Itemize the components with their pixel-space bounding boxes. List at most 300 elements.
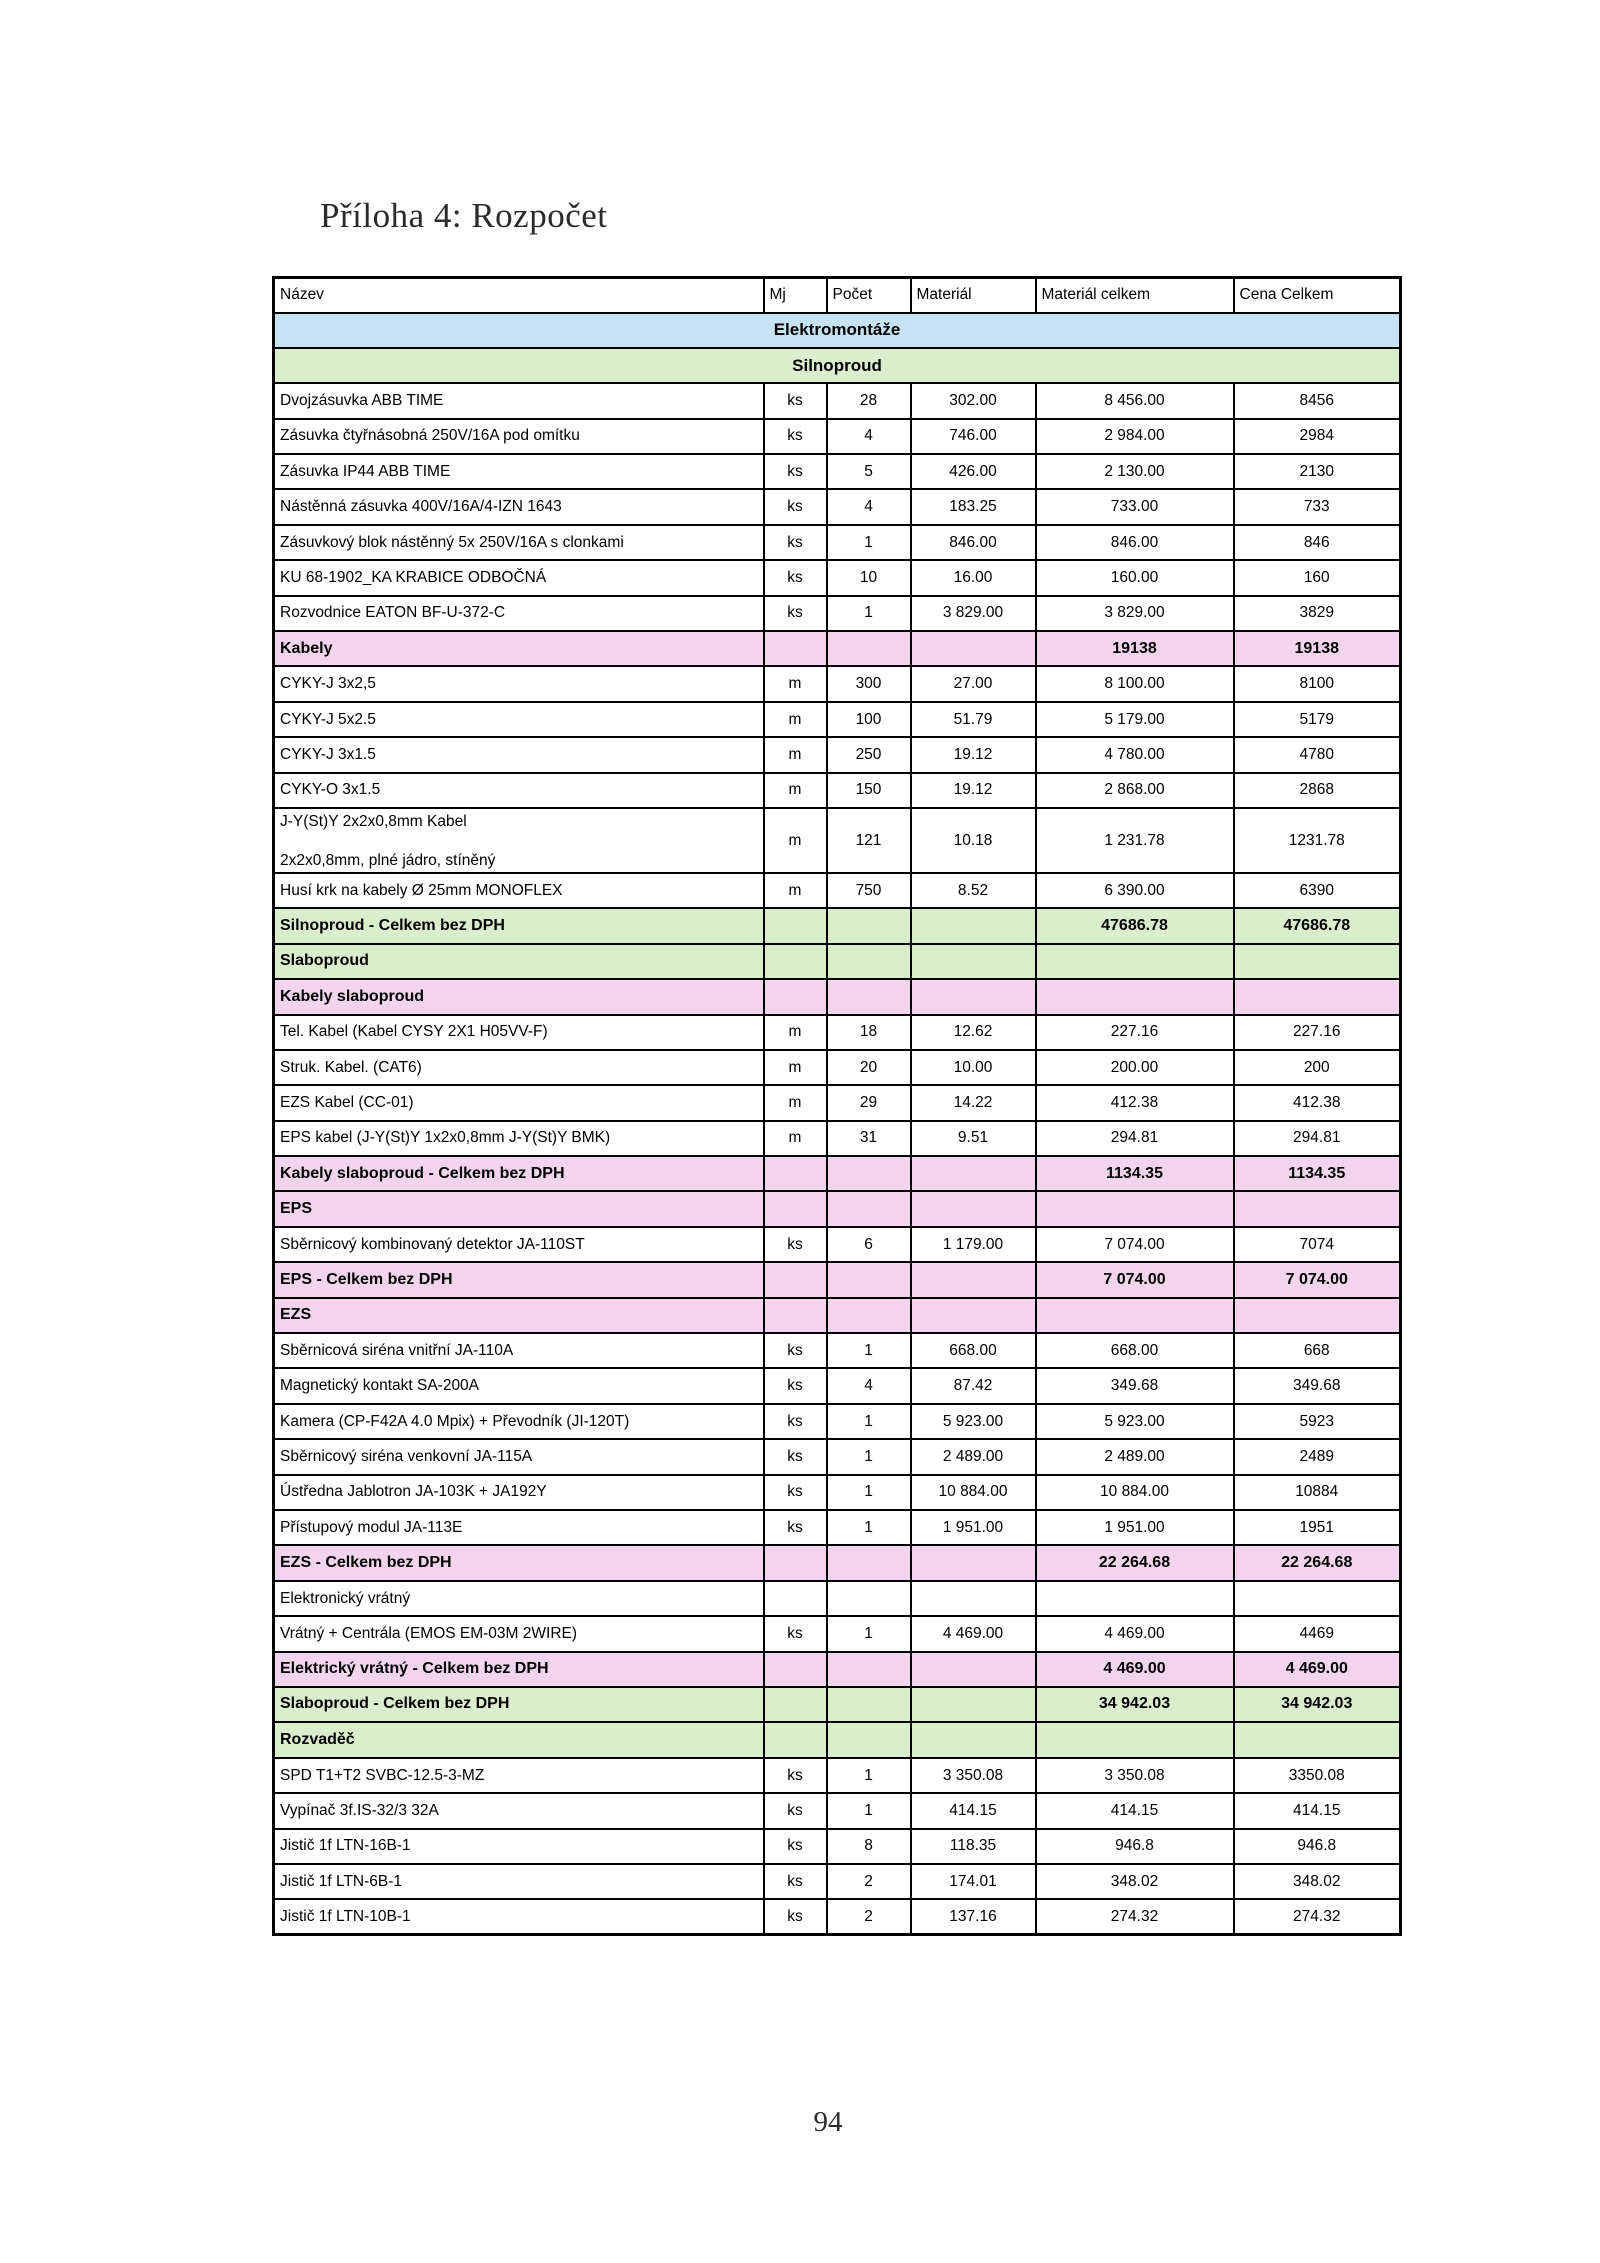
cell-pocet: 2: [827, 1899, 911, 1934]
cell-cena-celkem: [1234, 1581, 1401, 1616]
cell-material: 746.00: [911, 419, 1036, 454]
cell-mj: m: [764, 1085, 827, 1120]
table-row: [274, 489, 1401, 524]
cell-cena-celkem: 19138: [1234, 631, 1401, 666]
section-row: [274, 1545, 1401, 1580]
cell-material-celkem: 2 984.00: [1036, 419, 1234, 454]
cell-material: [911, 1262, 1036, 1297]
cell-mj: ks: [764, 560, 827, 595]
cell-mj: ks: [764, 525, 827, 560]
cell-mj: [764, 944, 827, 979]
cell-material-celkem: [1036, 944, 1234, 979]
table-row: [274, 808, 1401, 873]
cell-nazev: Ústředna Jablotron JA-103K + JA192Y: [274, 1475, 764, 1510]
cell-cena-celkem: 4780: [1234, 737, 1401, 772]
cell-material: [911, 1722, 1036, 1757]
cell-material: 5 923.00: [911, 1404, 1036, 1439]
cell-mj: ks: [764, 419, 827, 454]
table-row: [274, 773, 1401, 808]
cell-pocet: 1: [827, 1404, 911, 1439]
cell-material: 12.62: [911, 1015, 1036, 1050]
cell-cena-celkem: 3829: [1234, 596, 1401, 631]
cell-cena-celkem: 4 469.00: [1234, 1652, 1401, 1687]
table-row: [274, 1616, 1401, 1651]
cell-cena-celkem: 733: [1234, 489, 1401, 524]
cell-cena-celkem: 2489: [1234, 1439, 1401, 1474]
cell-nazev: Jistič 1f LTN-10B-1: [274, 1899, 764, 1934]
cell-material-celkem: [1036, 1191, 1234, 1226]
cell-cena-celkem: [1234, 944, 1401, 979]
cell-mj: m: [764, 1015, 827, 1050]
table-row: [274, 383, 1401, 418]
cell-nazev: Vrátný + Centrála (EMOS EM-03M 2WIRE): [274, 1616, 764, 1651]
cell-pocet: 4: [827, 489, 911, 524]
table-row: [274, 702, 1401, 737]
cell-mj: ks: [764, 383, 827, 418]
cell-cena-celkem: 227.16: [1234, 1015, 1401, 1050]
cell-nazev: Zásuvka čtyřnásobná 250V/16A pod omítku: [274, 419, 764, 454]
cell-nazev: Rozvaděč: [274, 1722, 764, 1757]
table-row: [274, 1085, 1401, 1120]
cell-pocet: [827, 1687, 911, 1722]
column-header-nazev: Název: [274, 278, 764, 313]
cell-mj: ks: [764, 1368, 827, 1403]
table-row: [274, 1758, 1401, 1793]
cell-pocet: [827, 1545, 911, 1580]
cell-nazev: Kabely slaboproud - Celkem bez DPH: [274, 1156, 764, 1191]
cell-cena-celkem: [1234, 1298, 1401, 1333]
cell-mj: ks: [764, 596, 827, 631]
cell-pocet: 28: [827, 383, 911, 418]
cell-pocet: [827, 1722, 911, 1757]
cell-nazev: Elektrický vrátný - Celkem bez DPH: [274, 1652, 764, 1687]
cell-material: 668.00: [911, 1333, 1036, 1368]
cell-nazev: EPS: [274, 1191, 764, 1226]
table-row: [274, 1510, 1401, 1545]
cell-material-celkem: 3 829.00: [1036, 596, 1234, 631]
cell-mj: m: [764, 808, 827, 873]
cell-mj: m: [764, 1121, 827, 1156]
column-header-cena-celkem: Cena Celkem: [1234, 278, 1401, 313]
section-banner-label: Elektromontáže: [274, 313, 1401, 348]
cell-nazev: Tel. Kabel (Kabel CYSY 2X1 H05VV-F): [274, 1015, 764, 1050]
page-title: Příloha 4: Rozpočet: [320, 196, 608, 235]
cell-cena-celkem: 294.81: [1234, 1121, 1401, 1156]
cell-mj: [764, 1298, 827, 1333]
cell-mj: m: [764, 702, 827, 737]
cell-pocet: 121: [827, 808, 911, 873]
section-row: [274, 1687, 1401, 1722]
cell-cena-celkem: 8456: [1234, 383, 1401, 418]
cell-pocet: 750: [827, 873, 911, 908]
cell-mj: ks: [764, 489, 827, 524]
cell-material-celkem: 5 923.00: [1036, 1404, 1234, 1439]
cell-cena-celkem: 2130: [1234, 454, 1401, 489]
cell-material: 302.00: [911, 383, 1036, 418]
cell-material: [911, 1298, 1036, 1333]
cell-pocet: 1: [827, 1333, 911, 1368]
cell-nazev: CYKY-O 3x1.5: [274, 773, 764, 808]
cell-material-celkem: 8 100.00: [1036, 666, 1234, 701]
cell-material-celkem: 6 390.00: [1036, 873, 1234, 908]
section-banner-row: [274, 348, 1401, 383]
cell-nazev: Slaboproud: [274, 944, 764, 979]
table-row: [274, 1050, 1401, 1085]
cell-cena-celkem: 34 942.03: [1234, 1687, 1401, 1722]
cell-pocet: 150: [827, 773, 911, 808]
cell-material: 14.22: [911, 1085, 1036, 1120]
cell-mj: ks: [764, 1616, 827, 1651]
cell-mj: [764, 1581, 827, 1616]
cell-pocet: 250: [827, 737, 911, 772]
cell-cena-celkem: 22 264.68: [1234, 1545, 1401, 1580]
cell-cena-celkem: 10884: [1234, 1475, 1401, 1510]
cell-mj: [764, 1545, 827, 1580]
cell-mj: ks: [764, 1227, 827, 1262]
cell-pocet: 4: [827, 419, 911, 454]
cell-nazev: Dvojzásuvka ABB TIME: [274, 383, 764, 418]
cell-material-celkem: 668.00: [1036, 1333, 1234, 1368]
cell-cena-celkem: 349.68: [1234, 1368, 1401, 1403]
cell-cena-celkem: 6390: [1234, 873, 1401, 908]
cell-nazev: Elektronický vrátný: [274, 1581, 764, 1616]
section-row: [274, 944, 1401, 979]
cell-cena-celkem: 348.02: [1234, 1864, 1401, 1899]
column-header-material-celkem: Materiál celkem: [1036, 278, 1234, 313]
table-row: [274, 1333, 1401, 1368]
cell-material: 87.42: [911, 1368, 1036, 1403]
cell-mj: ks: [764, 1899, 827, 1934]
cell-material: 3 829.00: [911, 596, 1036, 631]
section-banner-row: [274, 313, 1401, 348]
cell-material-celkem: 2 868.00: [1036, 773, 1234, 808]
cell-nazev: Přístupový modul JA-113E: [274, 1510, 764, 1545]
cell-cena-celkem: 7074: [1234, 1227, 1401, 1262]
cell-material: 414.15: [911, 1793, 1036, 1828]
cell-cena-celkem: 2868: [1234, 773, 1401, 808]
cell-mj: [764, 1722, 827, 1757]
cell-material-celkem: 4 469.00: [1036, 1652, 1234, 1687]
table-header-row: [274, 278, 1401, 313]
cell-nazev: EZS: [274, 1298, 764, 1333]
section-row: [274, 1262, 1401, 1297]
cell-nazev: CYKY-J 3x1.5: [274, 737, 764, 772]
cell-pocet: [827, 979, 911, 1014]
cell-nazev: Sběrnicový kombinovaný detektor JA-110ST: [274, 1227, 764, 1262]
cell-material-celkem: 7 074.00: [1036, 1227, 1234, 1262]
cell-nazev: Zásuvka IP44 ABB TIME: [274, 454, 764, 489]
cell-material: 10.00: [911, 1050, 1036, 1085]
cell-mj: [764, 1652, 827, 1687]
cell-nazev: EPS - Celkem bez DPH: [274, 1262, 764, 1297]
cell-mj: ks: [764, 1333, 827, 1368]
cell-material: [911, 1545, 1036, 1580]
cell-nazev: Rozvodnice EATON BF-U-372-C: [274, 596, 764, 631]
cell-pocet: [827, 1298, 911, 1333]
section-row: [274, 1156, 1401, 1191]
cell-material-celkem: 733.00: [1036, 489, 1234, 524]
cell-cena-celkem: 8100: [1234, 666, 1401, 701]
cell-material-celkem: 200.00: [1036, 1050, 1234, 1085]
table-row: [274, 525, 1401, 560]
cell-pocet: 2: [827, 1864, 911, 1899]
cell-material: 19.12: [911, 773, 1036, 808]
cell-nazev: Nástěnná zásuvka 400V/16A/4-IZN 1643: [274, 489, 764, 524]
cell-cena-celkem: [1234, 1191, 1401, 1226]
cell-cena-celkem: 2984: [1234, 419, 1401, 454]
cell-material-celkem: 34 942.03: [1036, 1687, 1234, 1722]
cell-material: 10.18: [911, 808, 1036, 873]
cell-material-celkem: 10 884.00: [1036, 1475, 1234, 1510]
cell-nazev: CYKY-J 3x2,5: [274, 666, 764, 701]
cell-pocet: 1: [827, 1510, 911, 1545]
section-row: [274, 1652, 1401, 1687]
cell-pocet: [827, 1156, 911, 1191]
cell-material: 1 951.00: [911, 1510, 1036, 1545]
cell-material: 1 179.00: [911, 1227, 1036, 1262]
cell-material: 16.00: [911, 560, 1036, 595]
cell-pocet: 29: [827, 1085, 911, 1120]
column-header-pocet: Počet: [827, 278, 911, 313]
cell-pocet: 8: [827, 1829, 911, 1864]
cell-nazev: KU 68-1902_KA KRABICE ODBOČNÁ: [274, 560, 764, 595]
cell-material-celkem: [1036, 979, 1234, 1014]
cell-material-celkem: 19138: [1036, 631, 1234, 666]
cell-nazev: [274, 808, 764, 873]
cell-material: 2 489.00: [911, 1439, 1036, 1474]
cell-cena-celkem: 412.38: [1234, 1085, 1401, 1120]
section-row: [274, 979, 1401, 1014]
table-row: [274, 1864, 1401, 1899]
cell-cena-celkem: 1134.35: [1234, 1156, 1401, 1191]
cell-material-celkem: 5 179.00: [1036, 702, 1234, 737]
cell-mj: m: [764, 1050, 827, 1085]
cell-material-celkem: 1 951.00: [1036, 1510, 1234, 1545]
cell-material-celkem: 274.32: [1036, 1899, 1234, 1934]
cell-material: [911, 908, 1036, 943]
cell-material-celkem: 160.00: [1036, 560, 1234, 595]
cell-material: [911, 1687, 1036, 1722]
cell-material: [911, 1581, 1036, 1616]
cell-nazev: Kamera (CP-F42A 4.0 Mpix) + Převodník (JI-120T): [274, 1404, 764, 1439]
table-row: [274, 1227, 1401, 1262]
cell-nazev: EPS kabel (J-Y(St)Y 1x2x0,8mm J-Y(St)Y BMK): [274, 1121, 764, 1156]
cell-material-celkem: [1036, 1298, 1234, 1333]
cell-material-celkem: 4 469.00: [1036, 1616, 1234, 1651]
cell-pocet: 4: [827, 1368, 911, 1403]
cell-material: 846.00: [911, 525, 1036, 560]
page-number: 94: [813, 2106, 843, 2138]
cell-material-celkem: 47686.78: [1036, 908, 1234, 943]
cell-cena-celkem: 1231.78: [1234, 808, 1401, 873]
cell-material-celkem: 8 456.00: [1036, 383, 1234, 418]
cell-material: 9.51: [911, 1121, 1036, 1156]
cell-mj: ks: [764, 454, 827, 489]
cell-mj: [764, 1156, 827, 1191]
section-row: [274, 1722, 1401, 1757]
cell-cena-celkem: 5923: [1234, 1404, 1401, 1439]
table-row: [274, 596, 1401, 631]
cell-mj: m: [764, 666, 827, 701]
cell-pocet: 300: [827, 666, 911, 701]
cell-pocet: 18: [827, 1015, 911, 1050]
cell-nazev: SPD T1+T2 SVBC-12.5-3-MZ: [274, 1758, 764, 1793]
cell-pocet: 1: [827, 1475, 911, 1510]
cell-cena-celkem: 1951: [1234, 1510, 1401, 1545]
cell-material: 4 469.00: [911, 1616, 1036, 1651]
cell-cena-celkem: 47686.78: [1234, 908, 1401, 943]
section-row: [274, 631, 1401, 666]
cell-pocet: 31: [827, 1121, 911, 1156]
cell-cena-celkem: 160: [1234, 560, 1401, 595]
cell-material-celkem: 846.00: [1036, 525, 1234, 560]
table-row: [274, 1404, 1401, 1439]
cell-material-celkem: 294.81: [1036, 1121, 1234, 1156]
cell-material: 174.01: [911, 1864, 1036, 1899]
cell-mj: m: [764, 873, 827, 908]
cell-pocet: [827, 1581, 911, 1616]
cell-material: [911, 1191, 1036, 1226]
budget-table: [272, 276, 1402, 1936]
cell-pocet: 1: [827, 1793, 911, 1828]
cell-cena-celkem: 200: [1234, 1050, 1401, 1085]
cell-mj: ks: [764, 1864, 827, 1899]
cell-pocet: [827, 631, 911, 666]
cell-mj: [764, 979, 827, 1014]
table-row: [274, 1439, 1401, 1474]
cell-material-celkem: 2 489.00: [1036, 1439, 1234, 1474]
cell-material-celkem: 3 350.08: [1036, 1758, 1234, 1793]
cell-material: [911, 944, 1036, 979]
cell-cena-celkem: 274.32: [1234, 1899, 1401, 1934]
cell-mj: ks: [764, 1475, 827, 1510]
cell-cena-celkem: [1234, 1722, 1401, 1757]
cell-material-celkem: [1036, 1722, 1234, 1757]
cell-material: 8.52: [911, 873, 1036, 908]
cell-material: 426.00: [911, 454, 1036, 489]
cell-pocet: 1: [827, 1439, 911, 1474]
cell-material: [911, 1156, 1036, 1191]
cell-material-celkem: 1134.35: [1036, 1156, 1234, 1191]
cell-material-celkem: 4 780.00: [1036, 737, 1234, 772]
cell-cena-celkem: 414.15: [1234, 1793, 1401, 1828]
cell-material: 10 884.00: [911, 1475, 1036, 1510]
cell-material-celkem: 349.68: [1036, 1368, 1234, 1403]
cell-material-celkem: 946.8: [1036, 1829, 1234, 1864]
cell-nazev: Kabely: [274, 631, 764, 666]
column-header-mj: Mj: [764, 278, 827, 313]
cell-mj: m: [764, 773, 827, 808]
cell-mj: ks: [764, 1439, 827, 1474]
cell-mj: ks: [764, 1829, 827, 1864]
cell-nazev: Zásuvkový blok nástěnný 5x 250V/16A s clonkami: [274, 525, 764, 560]
cell-pocet: [827, 908, 911, 943]
section-banner-label: Silnoproud: [274, 348, 1401, 383]
cell-nazev: Sběrnicový siréna venkovní JA-115A: [274, 1439, 764, 1474]
cell-material: 137.16: [911, 1899, 1036, 1934]
cell-material-celkem: 2 130.00: [1036, 454, 1234, 489]
cell-material-celkem: 348.02: [1036, 1864, 1234, 1899]
cell-material: 27.00: [911, 666, 1036, 701]
table-row: [274, 454, 1401, 489]
table-row: [274, 1581, 1401, 1616]
cell-pocet: 100: [827, 702, 911, 737]
cell-pocet: [827, 1652, 911, 1687]
cell-nazev: EZS - Celkem bez DPH: [274, 1545, 764, 1580]
cell-nazev: Magnetický kontakt SA-200A: [274, 1368, 764, 1403]
cell-pocet: [827, 944, 911, 979]
table-row: [274, 1475, 1401, 1510]
cell-material: 51.79: [911, 702, 1036, 737]
cell-mj: [764, 1687, 827, 1722]
cell-nazev: Slaboproud - Celkem bez DPH: [274, 1687, 764, 1722]
cell-nazev: Sběrnicová siréna vnitřní JA-110A: [274, 1333, 764, 1368]
cell-pocet: 1: [827, 1616, 911, 1651]
cell-material: [911, 1652, 1036, 1687]
cell-pocet: 1: [827, 1758, 911, 1793]
cell-nazev-line2: 2x2x0,8mm, plné jádro, stíněný: [280, 851, 496, 869]
cell-nazev: Jistič 1f LTN-16B-1: [274, 1829, 764, 1864]
column-header-material: Materiál: [911, 278, 1036, 313]
cell-pocet: 10: [827, 560, 911, 595]
table-row: [274, 1015, 1401, 1050]
cell-material: [911, 979, 1036, 1014]
table-row: [274, 1899, 1401, 1934]
cell-material-celkem: 22 264.68: [1036, 1545, 1234, 1580]
cell-mj: m: [764, 737, 827, 772]
cell-material: 19.12: [911, 737, 1036, 772]
cell-nazev: Struk. Kabel. (CAT6): [274, 1050, 764, 1085]
table-row: [274, 873, 1401, 908]
table-row: [274, 1829, 1401, 1864]
cell-material-celkem: 227.16: [1036, 1015, 1234, 1050]
cell-nazev: CYKY-J 5x2.5: [274, 702, 764, 737]
cell-mj: ks: [764, 1404, 827, 1439]
cell-mj: [764, 908, 827, 943]
cell-material-celkem: 414.15: [1036, 1793, 1234, 1828]
table-row: [274, 666, 1401, 701]
cell-material-celkem: 1 231.78: [1036, 808, 1234, 873]
cell-material-celkem: 7 074.00: [1036, 1262, 1234, 1297]
cell-nazev: Kabely slaboproud: [274, 979, 764, 1014]
cell-pocet: 1: [827, 596, 911, 631]
table-row: [274, 1368, 1401, 1403]
cell-nazev-line1: J-Y(St)Y 2x2x0,8mm Kabel: [280, 813, 467, 831]
cell-cena-celkem: 5179: [1234, 702, 1401, 737]
cell-cena-celkem: 846: [1234, 525, 1401, 560]
cell-material: 3 350.08: [911, 1758, 1036, 1793]
cell-material: 183.25: [911, 489, 1036, 524]
table-row: [274, 1121, 1401, 1156]
section-row: [274, 1191, 1401, 1226]
cell-nazev: Vypínač 3f.IS-32/3 32A: [274, 1793, 764, 1828]
cell-nazev: EZS Kabel (CC-01): [274, 1085, 764, 1120]
cell-mj: ks: [764, 1758, 827, 1793]
cell-pocet: [827, 1262, 911, 1297]
cell-pocet: 6: [827, 1227, 911, 1262]
cell-material: [911, 631, 1036, 666]
section-row: [274, 908, 1401, 943]
cell-cena-celkem: 7 074.00: [1234, 1262, 1401, 1297]
cell-material-celkem: [1036, 1581, 1234, 1616]
cell-cena-celkem: 4469: [1234, 1616, 1401, 1651]
cell-cena-celkem: 3350.08: [1234, 1758, 1401, 1793]
cell-cena-celkem: 668: [1234, 1333, 1401, 1368]
cell-pocet: 20: [827, 1050, 911, 1085]
cell-material-celkem: 412.38: [1036, 1085, 1234, 1120]
cell-pocet: 5: [827, 454, 911, 489]
cell-mj: ks: [764, 1510, 827, 1545]
